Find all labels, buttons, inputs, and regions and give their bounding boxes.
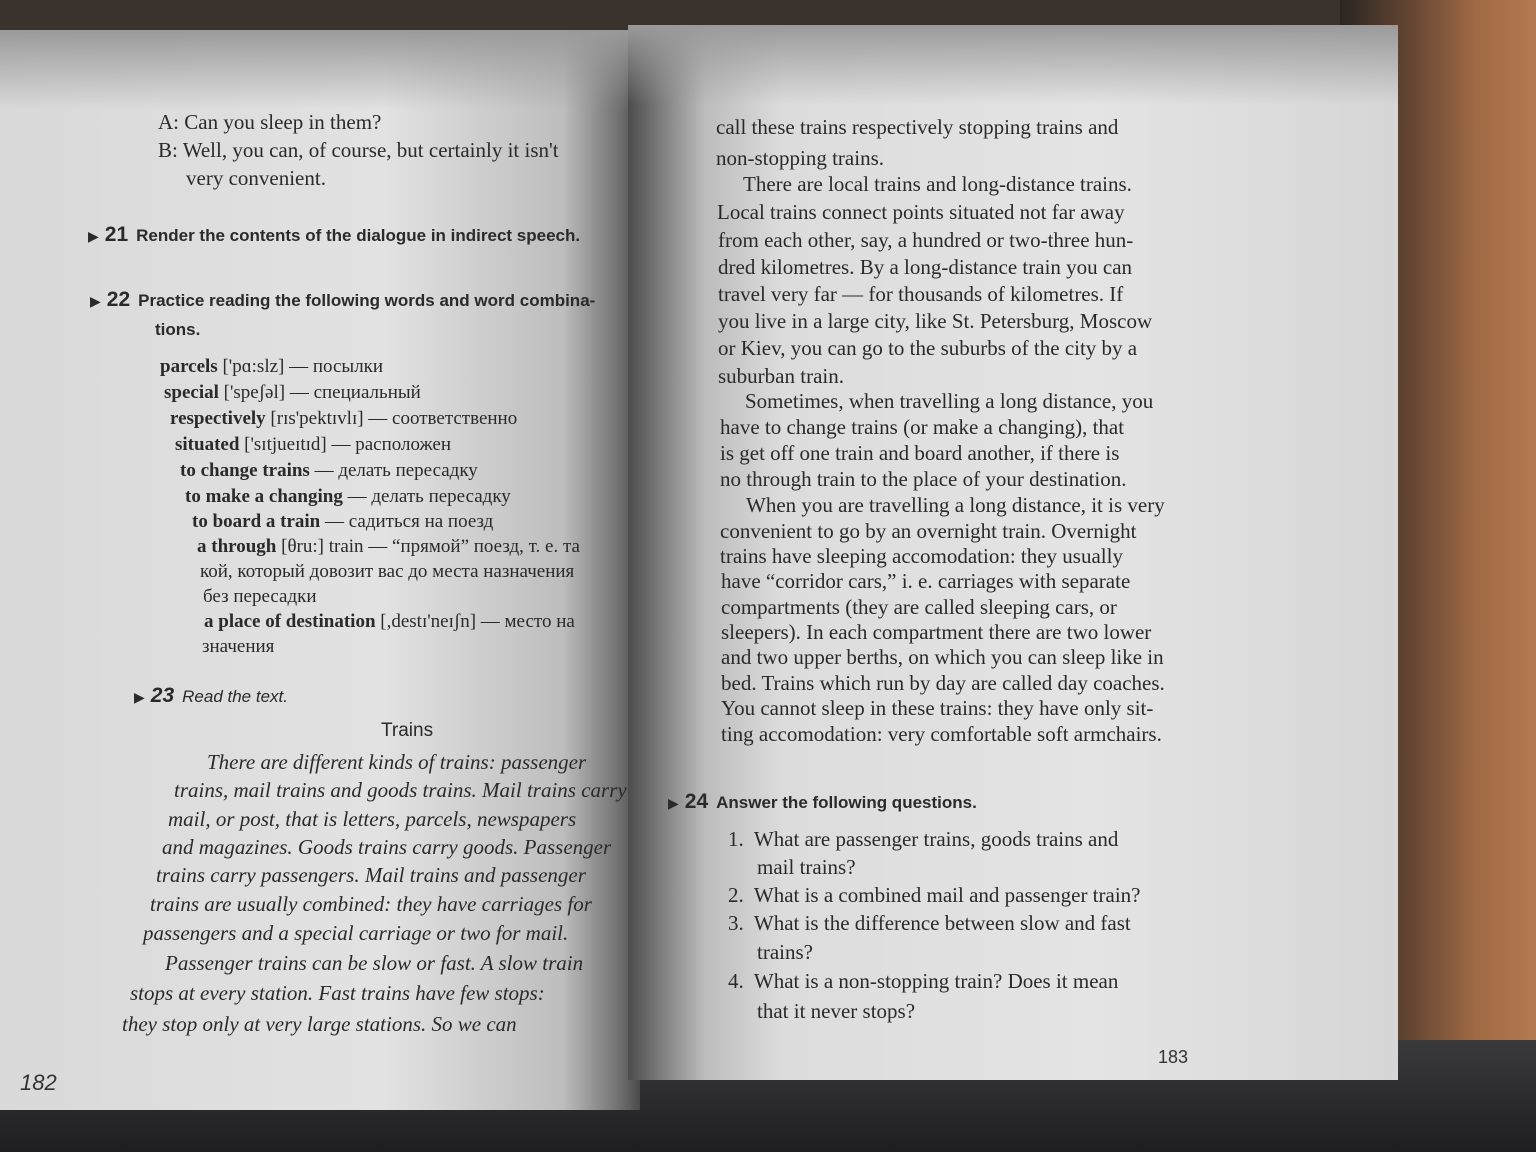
text-line: or Kiev, you can go to the suburbs of the city by a — [718, 336, 1138, 360]
vocab-item: parcels ['pɑ:slz] — посылки — [160, 356, 384, 377]
exercise-21-heading: ▶ 21 Render the contents of the dialogue in indirect speech. — [88, 223, 581, 246]
dialogue-line: A: Can you sleep in them? — [158, 110, 382, 134]
vocab-item: a place of destination [,destɪ'neɪʃn] — место на — [204, 611, 575, 632]
text-line: convenient to go by an overnight train. Overnight — [720, 519, 1137, 543]
text-title: Trains — [381, 720, 434, 741]
text-line: There are different kinds of trains: passenger — [207, 750, 587, 774]
text-line: trains, mail trains and goods trains. Mail trains carry — [174, 778, 627, 802]
text-line: Passenger trains can be slow or fast. A slow train — [165, 951, 584, 975]
vocab-item: respectively [rɪs'pektɪvlɪ] — соответственно — [170, 408, 518, 429]
vocab-item: to board a train — садиться на поезд — [192, 511, 494, 532]
vocab-item: a through [θru:] train — “прямой” поезд, т. е. та — [197, 536, 580, 557]
page-number: 182 — [20, 1070, 57, 1095]
text-line: When you are travelling a long distance, it is very — [746, 493, 1165, 517]
question-item-cont: that it never stops? — [757, 999, 916, 1023]
vocab-item: to change trains — делать пересадку — [180, 460, 478, 481]
text-line: Local trains connect points situated not far away — [717, 200, 1125, 224]
dialogue-line: B: Well, you can, of course, but certainly it isn't — [158, 138, 559, 162]
question-item: 1. What are passenger trains, goods trains and — [728, 827, 1119, 851]
triangle-bullet-icon: ▶ — [134, 691, 145, 706]
text-line: stops at every station. Fast trains have few stops: — [130, 981, 545, 1005]
text-line: suburban train. — [718, 364, 844, 388]
vocab-item: situated ['sɪtjueɪtɪd] — расположен — [175, 434, 452, 455]
text-line: Sometimes, when travelling a long distance, you — [745, 389, 1154, 413]
question-item-cont: mail trains? — [757, 855, 856, 879]
vocab-item: to make a changing — делать пересадку — [185, 486, 511, 507]
triangle-bullet-icon: ▶ — [88, 230, 99, 245]
text-line: and two upper berths, on which you can sleep like in — [721, 645, 1164, 669]
text-line: call these trains respectively stopping trains and — [716, 115, 1119, 139]
text-line: and magazines. Goods trains carry goods. Passenger — [162, 835, 612, 859]
text-line: have to change trains (or make a changing), that — [720, 415, 1125, 439]
text-line: they stop only at very large stations. So we can — [122, 1012, 517, 1036]
text-line: trains are usually combined: they have carriages for — [150, 892, 592, 916]
text-line: bed. Trains which run by day are called day coaches. — [721, 671, 1165, 695]
triangle-bullet-icon: ▶ — [90, 295, 101, 310]
page-number: 183 — [1158, 1047, 1189, 1067]
triangle-bullet-icon: ▶ — [668, 797, 679, 812]
exercise-24-heading: ▶ 24 Answer the following questions. — [668, 790, 977, 813]
question-item: 4. What is a non-stopping train? Does it mean — [728, 969, 1119, 993]
text-line: you live in a large city, like St. Petersburg, Moscow — [718, 309, 1153, 333]
text-line: from each other, say, a hundred or two-three hun- — [718, 228, 1134, 252]
right-page — [628, 25, 1398, 1080]
left-page — [0, 30, 640, 1110]
text-line: There are local trains and long-distance trains. — [743, 172, 1132, 196]
dialogue-line: very convenient. — [186, 166, 326, 190]
text-line: trains have sleeping accomodation: they usually — [720, 544, 1123, 568]
question-item: 2. What is a combined mail and passenger train? — [728, 883, 1141, 907]
text-line: non-stopping trains. — [716, 146, 884, 170]
text-line: ting accomodation: very comfortable soft armchairs. — [721, 722, 1162, 746]
text-line: have “corridor cars,” i. e. carriages with separate — [721, 569, 1131, 593]
vocab-item-cont: кой, который довозит вас до места назначения — [200, 561, 575, 582]
text-line: passengers and a special carriage or two for mail. — [143, 921, 569, 945]
vocab-item-cont: без пересадки — [203, 586, 317, 607]
question-item: 3. What is the difference between slow and fast — [728, 911, 1131, 935]
text-line: compartments (they are called sleeping cars, or — [721, 595, 1117, 619]
text-line: mail, or post, that is letters, parcels, newspapers — [168, 807, 577, 831]
text-line: no through train to the place of your destination. — [720, 467, 1127, 491]
text-line: is get off one train and board another, if there is — [720, 441, 1120, 465]
text-line: travel very far — for thousands of kilometres. If — [718, 282, 1124, 306]
exercise-22-heading-cont: tions. — [155, 320, 201, 339]
exercise-23-heading: ▶ 23 Read the text. — [134, 684, 288, 707]
text-line: trains carry passengers. Mail trains and passenger — [156, 863, 586, 887]
text-line: dred kilometres. By a long-distance train you can — [718, 255, 1133, 279]
vocab-item-cont: значения — [202, 636, 275, 657]
text-line: sleepers). In each compartment there are two lower — [721, 620, 1152, 644]
text-line: You cannot sleep in these trains: they have only sit- — [721, 696, 1154, 720]
vocab-item: special ['speʃəl] — специальный — [164, 382, 421, 403]
exercise-22-heading: ▶ 22 Practice reading the following words and word combina- — [90, 288, 596, 311]
question-item-cont: trains? — [757, 940, 813, 964]
